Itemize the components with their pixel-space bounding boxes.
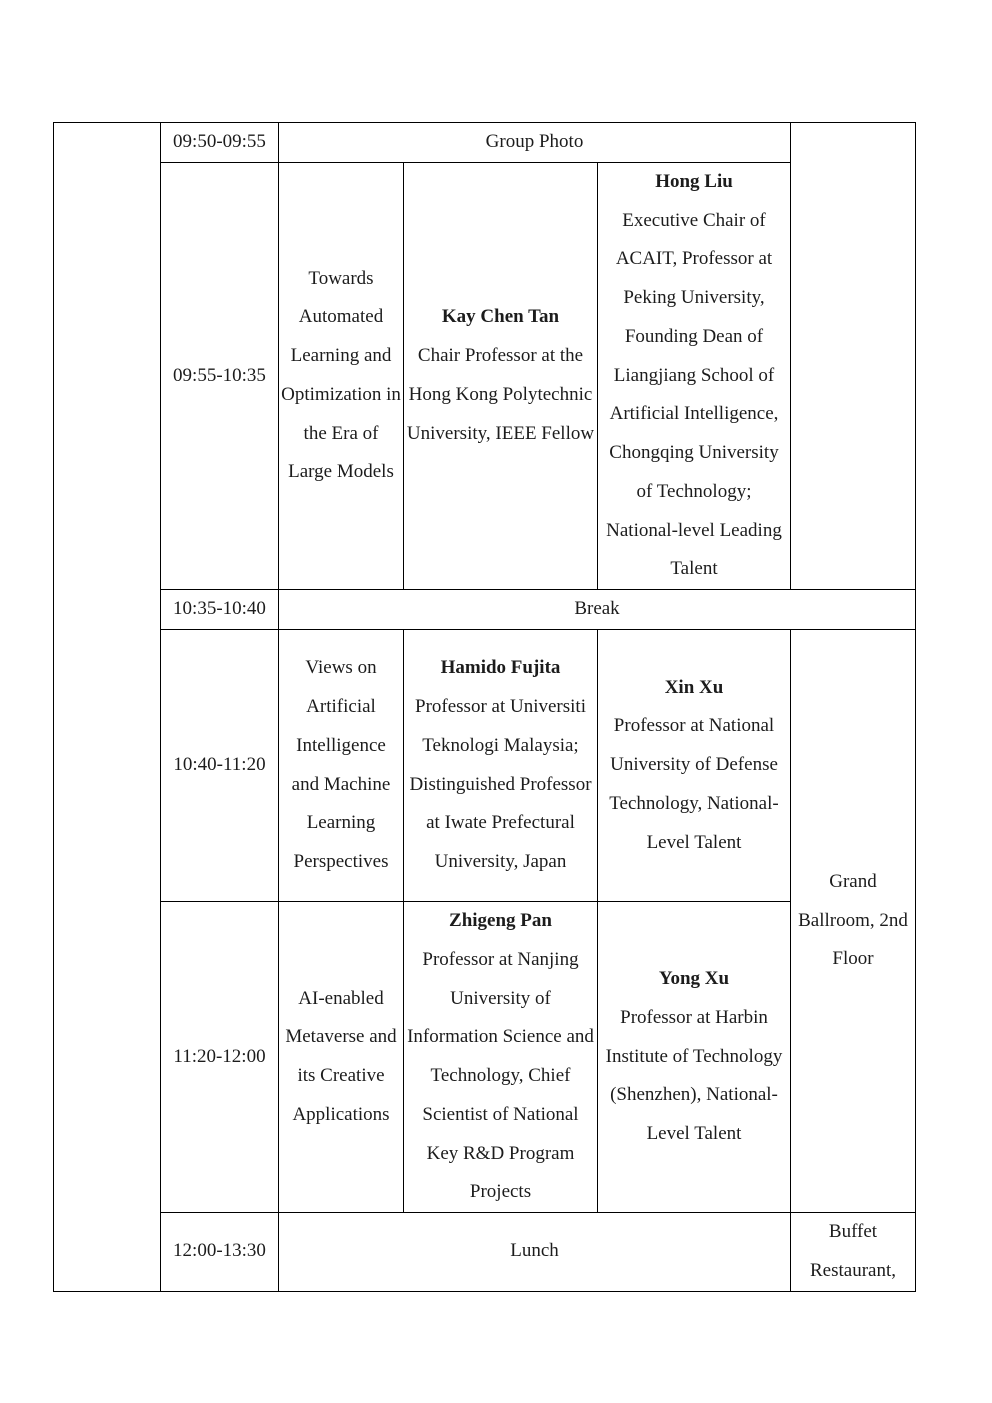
time-cell: 09:55-10:35 (161, 162, 279, 589)
chair-cell (598, 902, 791, 1213)
date-empty-cell (54, 123, 161, 1292)
schedule-table (53, 122, 916, 1292)
table-row-keynote-1 (54, 162, 916, 589)
event-cell-lunch: Lunch (279, 1213, 791, 1292)
chair-name: Xin Xu (664, 676, 724, 698)
speaker-cell (404, 162, 598, 589)
venue-cell-lunch: Buffet Restaurant, (791, 1213, 916, 1292)
speaker-cell (404, 902, 598, 1213)
venue-cell-sessions: Grand Ballroom, 2nd Floor (791, 630, 916, 1213)
time-cell: 11:20-12:00 (161, 902, 279, 1213)
chair-affiliation: Executive Chair of ACAIT, Professor at Peking University, Founding Dean of Liangjiang School of Artificial Intelligence, Chongqing University of Technology; National-level Leading Talent (606, 209, 782, 580)
topic-cell: Views on Artificial Intelligence and Machine Learning Perspectives (279, 630, 404, 902)
chair-affiliation: Professor at Harbin Institute of Technology (Shenzhen), National-Level Talent (605, 1006, 783, 1145)
table-row-keynote-2 (54, 630, 916, 902)
chair-name: Yong Xu (658, 968, 730, 990)
speaker-affiliation: Professor at Nanjing University of Information Science and Technology, Chief Scientist of National Key R&D Program Projects (407, 948, 594, 1203)
table-row-lunch (54, 1213, 916, 1292)
speaker-name: Zhigeng Pan (449, 910, 552, 931)
time-cell: 09:50-09:55 (161, 123, 279, 163)
time-cell: 12:00-13:30 (161, 1213, 279, 1292)
table-row-keynote-3 (54, 902, 916, 1213)
venue-empty-cell (791, 123, 916, 590)
speaker-name: Hamido Fujita (440, 657, 561, 679)
event-cell-group-photo: Group Photo (279, 123, 791, 163)
topic-cell: Towards Automated Learning and Optimization in the Era of Large Models (279, 162, 404, 589)
speaker-cell (404, 630, 598, 902)
table-row-break (54, 590, 916, 630)
speaker-name: Kay Chen Tan (441, 306, 560, 328)
chair-name: Hong Liu (655, 170, 733, 192)
speaker-affiliation: Professor at Universiti Teknologi Malaysia; Distinguished Professor at Iwate Prefectural University, Japan (409, 696, 592, 872)
chair-cell (598, 630, 791, 902)
event-cell-break: Break (279, 590, 916, 630)
chair-affiliation: Professor at National University of Defense Technology, National-Level Talent (609, 715, 779, 853)
topic-cell: AI-enabled Metaverse and its Creative Applications (279, 902, 404, 1213)
chair-cell (598, 162, 791, 589)
speaker-affiliation: Chair Professor at the Hong Kong Polytechnic University, IEEE Fellow (406, 345, 595, 444)
time-cell: 10:35-10:40 (161, 590, 279, 630)
time-cell: 10:40-11:20 (161, 630, 279, 902)
table-row-group-photo (54, 123, 916, 163)
